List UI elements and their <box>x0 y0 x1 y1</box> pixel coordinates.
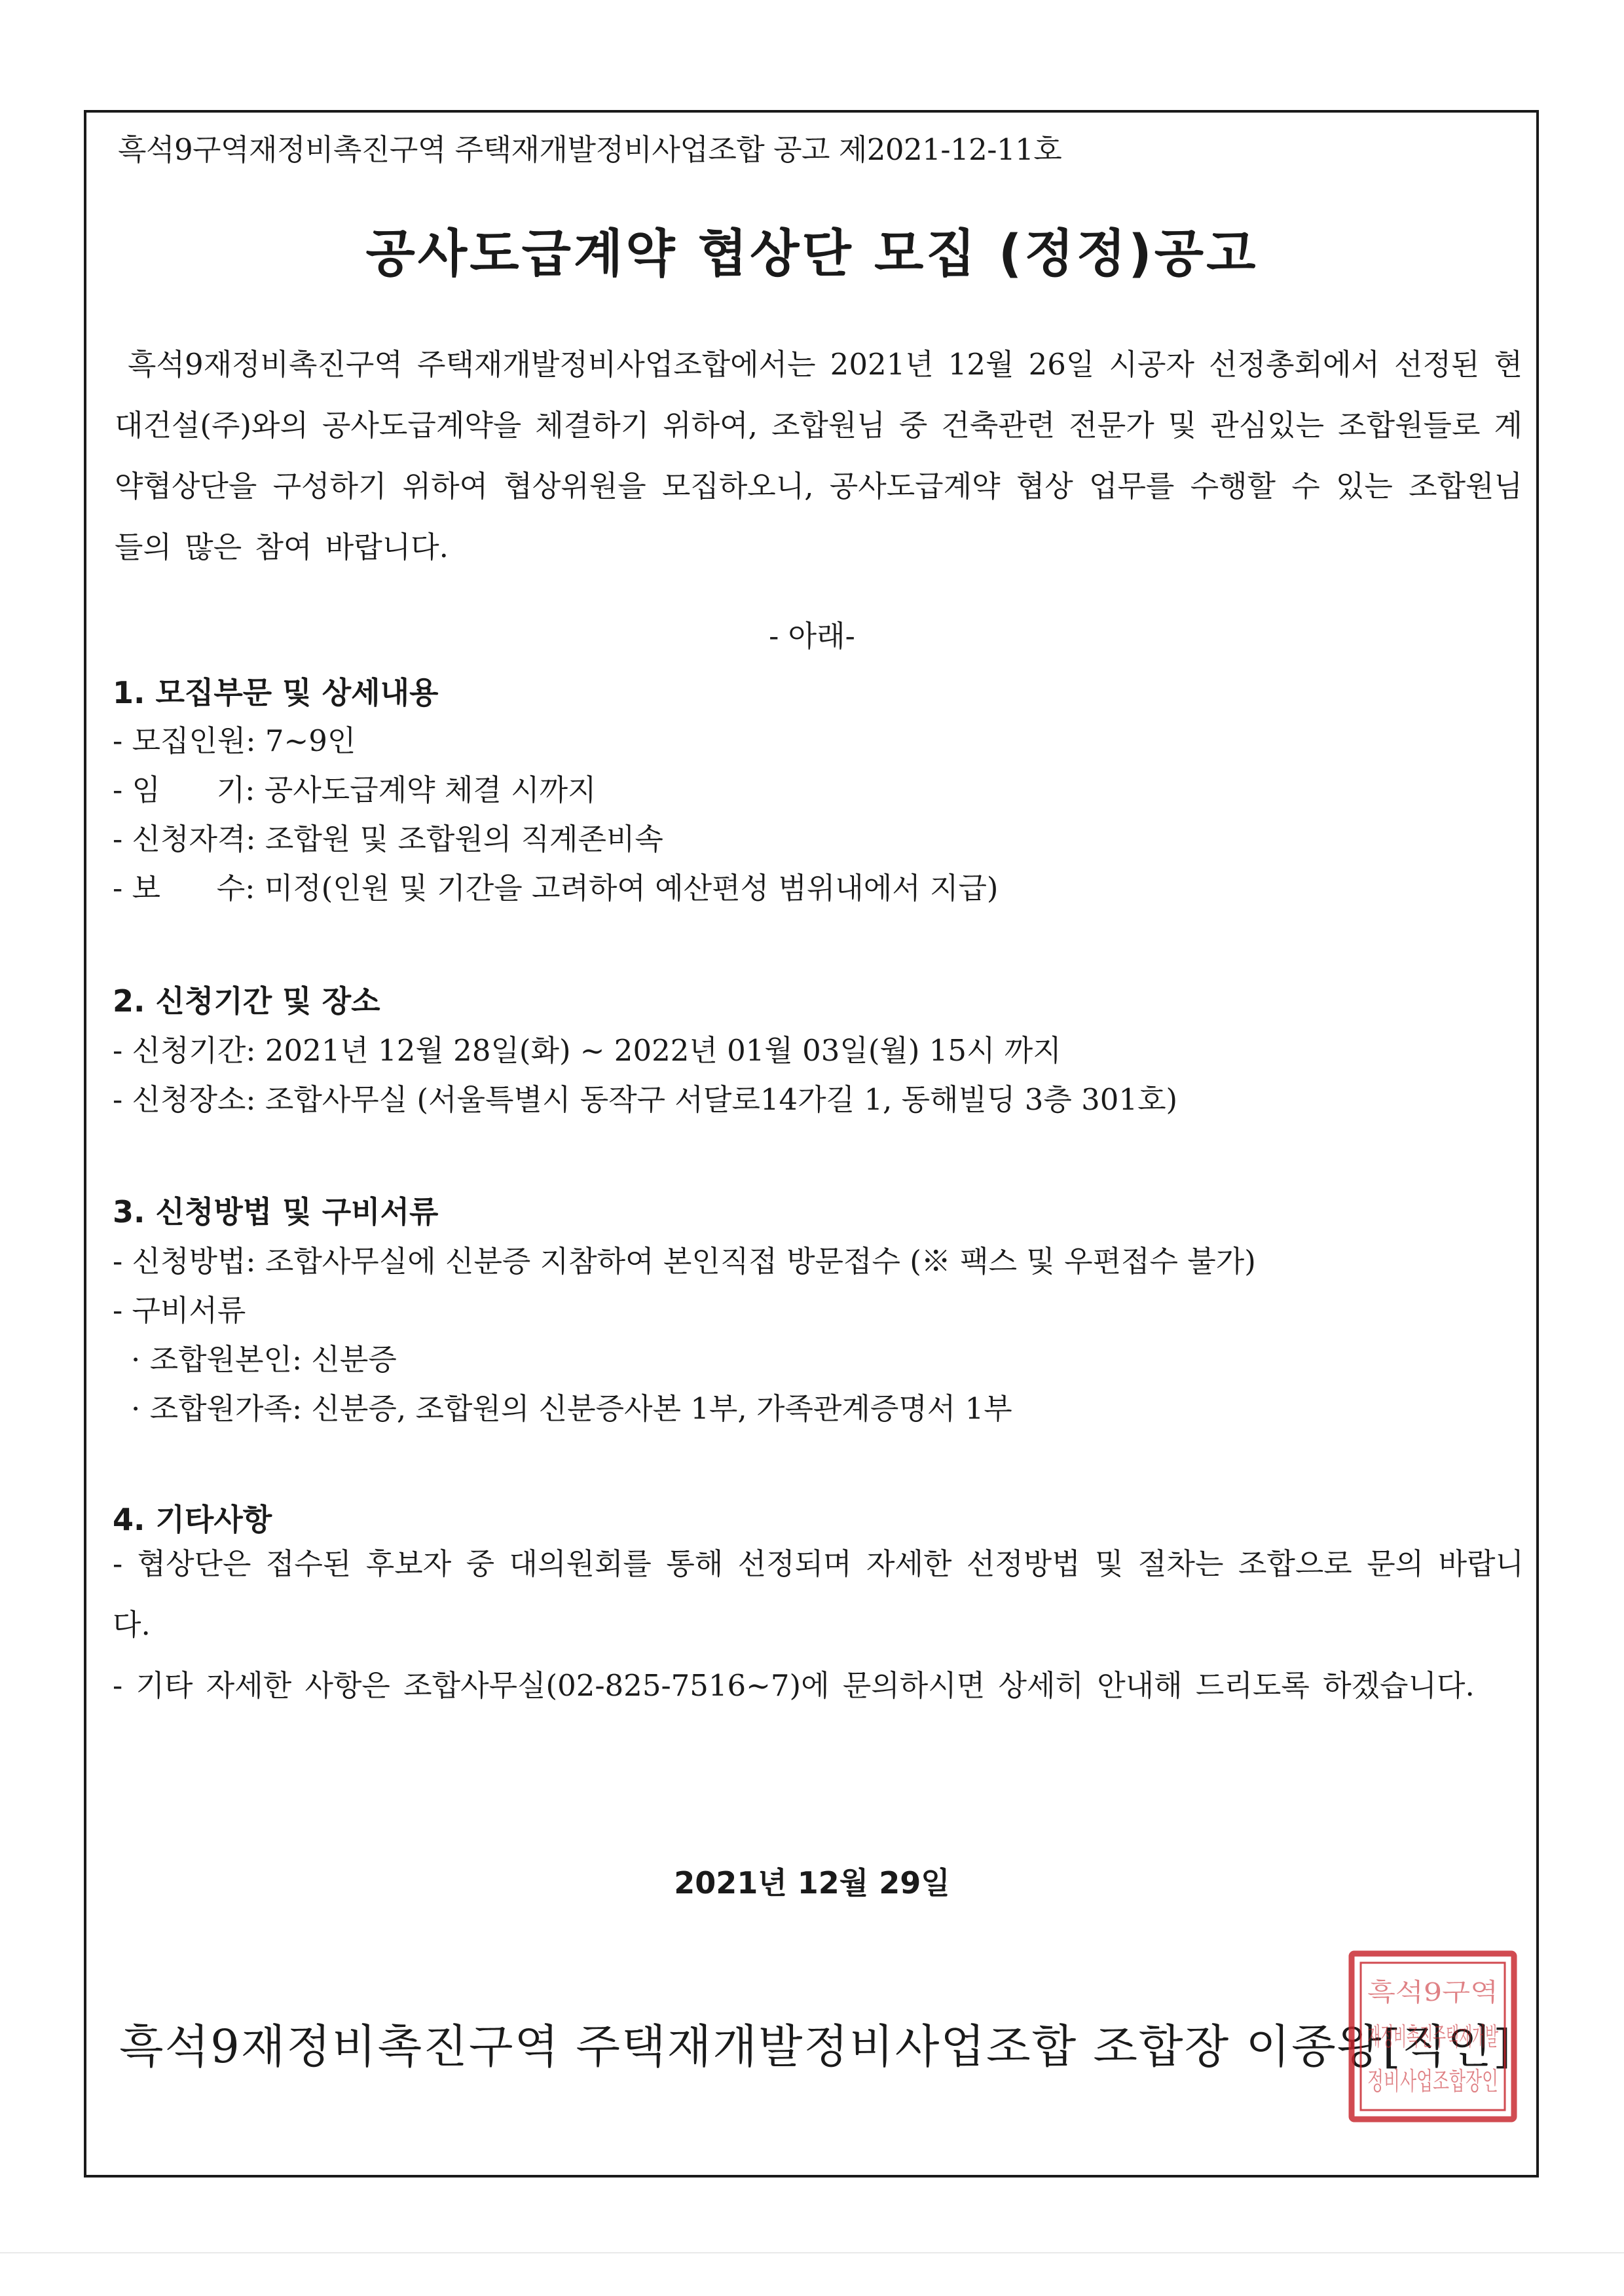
document-title: 공사도급계약 협상단 모집 (정정)공고 <box>365 225 1259 283</box>
section-1-item: - 모집인원: 7~9인 <box>113 723 356 758</box>
section-1-item: - 신청자격: 조합원 및 조합원의 직계존비속 <box>113 822 663 856</box>
section-3-subitem: · 조합원가족: 신분증, 조합원의 신분증사본 1부, 가족관계증명서 1부 <box>131 1391 1012 1426</box>
intro-paragraph: 흑석9재정비촉진구역 주택재개발정비사업조합에서는 2021년 12월 26일 시공자 선정총회에서 선정된 현대건설(주)와의 공사도급계약을 체결하기 위하여, 조합원님 중 건축관련 전문가 및 관심있는 조합원들로 계약협상단을 구성하기 위하여 협상위원을 모집하오니, 공사도급계약 협상 업무를 수행할 수 있는 조합원님들의 많은 참여 바랍니다. <box>115 347 1522 564</box>
section-3-subitem: · 조합원본인: 신분증 <box>131 1342 397 1377</box>
scan-edge-line <box>0 2252 1624 2253</box>
section-3-heading: 3. 신청방법 및 구비서류 <box>113 1194 439 1230</box>
section-2-item: - 신청장소: 조합사무실 (서울특별시 동작구 서달로14가길 1, 동해빌딩 3층 301호) <box>113 1082 1178 1117</box>
document-date: 2021년 12월 29일 <box>674 1865 950 1901</box>
section-4-heading: 4. 기타사항 <box>113 1502 272 1537</box>
section-1-heading: 1. 모집부문 및 상세내용 <box>113 675 439 710</box>
section-3-item: - 신청방법: 조합사무실에 신분증 지참하여 본인직접 방문접수 (※ 팩스 및 우편접수 불가) <box>113 1244 1256 1279</box>
section-1-item: - 임 기: 공사도급계약 체결 시까지 <box>113 773 597 807</box>
section-3-item: - 구비서류 <box>113 1293 246 1328</box>
svg-text:흑석9구역재정비촉진주택재개발정비사업조합장인: 흑석9구역 재정비촉진주택재개발 정비사업조합장인 <box>1367 1978 1499 2096</box>
section-2-item: - 신청기간: 2021년 12월 28일(화) ~ 2022년 01월 03일(월) 15시 까지 <box>113 1033 1061 1068</box>
signature-line: 흑석9재정비촉진구역 주택재개발정비사업조합 조합장 이종왕[직인] <box>119 2020 1513 2073</box>
below-label: - 아래- <box>769 619 855 653</box>
section-4-paragraph: - 협상단은 접수된 후보자 중 대의원회를 통해 선정되며 자세한 선정방법 및 절차는 조합으로 문의 바랍니다. <box>113 1546 1524 1642</box>
section-2-heading: 2. 신청기간 및 장소 <box>113 983 380 1019</box>
official-seal-icon <box>1348 1950 1518 2123</box>
announcement-reference: 흑석9구역재정비촉진구역 주택재개발정비사업조합 공고 제2021-12-11호 <box>118 132 1062 167</box>
section-4-paragraph: - 기타 자세한 사항은 조합사무실(02-825-7516~7)에 문의하시면 상세히 안내해 드리도록 하겠습니다. <box>113 1668 1475 1703</box>
section-1-item: - 보 수: 미정(인원 및 기간을 고려하여 예산편성 범위내에서 지급) <box>113 871 999 905</box>
